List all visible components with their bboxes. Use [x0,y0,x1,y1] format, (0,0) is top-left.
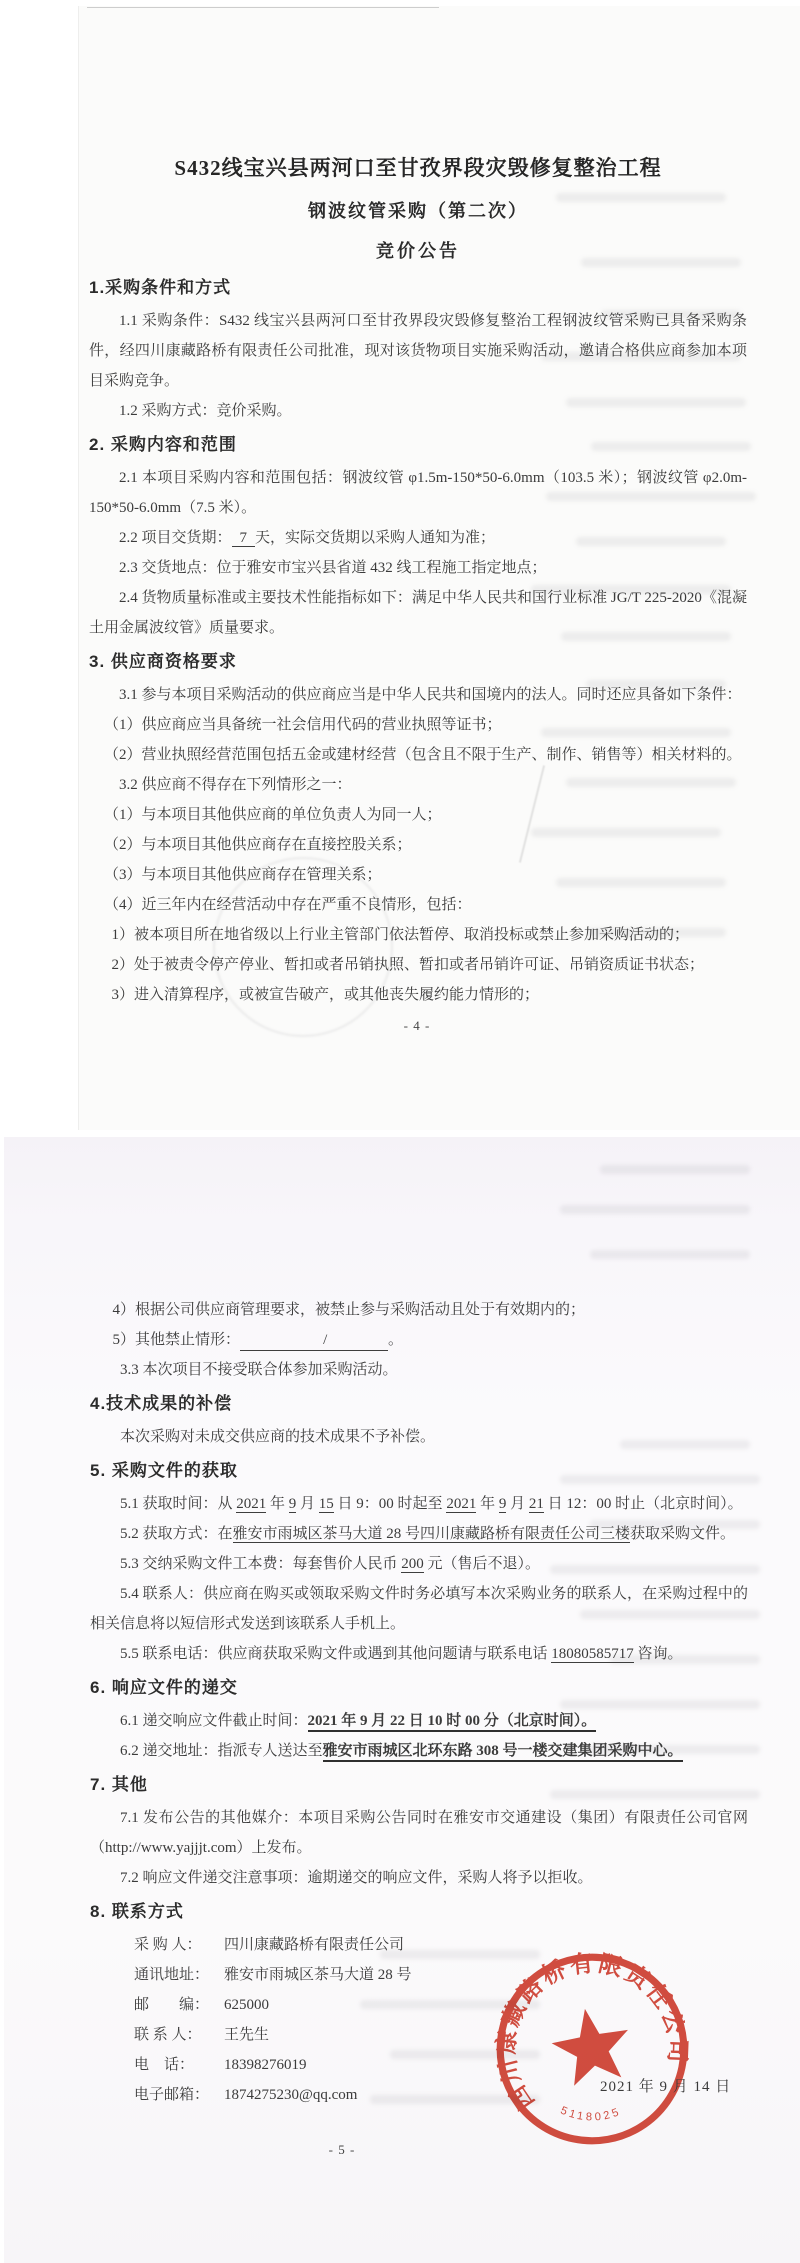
contact-phone-label: 电 话： [134,2057,195,2073]
clause-3-2: 3.2 供应商不得存在下列情形之一： [119,777,352,793]
clause-6-2 [90,1736,748,1766]
contact-email-value: 1874275230@qq.com [224,2087,358,2103]
clause-3-2-item-4: （4）近三年内在经营活动中存在严重不良情形，包括： [104,897,472,913]
svg-text:5118025 [557,2095,624,2130]
clause-4-1: 本次采购对未成交供应商的技术成果不予补偿。 [120,1429,436,1445]
clause-2-4: 2.4 货物质量标准或主要技术性能指标如下：满足中华人民共和国行业标准 JG/T 225-2020《混凝土用金属波纹管》质量要求。 [89,590,747,636]
page-4-content [89,154,747,1010]
clause-6-2-prefix: 6.2 递交地址：指派专人送达至 [120,1743,323,1759]
clause-3-2-item-1: （1）与本项目其他供应商的单位负责人为同一人； [104,807,442,823]
delivery-days-value: 7 [232,530,256,547]
clause-3-1: 3.1 参与本项目采购活动的供应商应当是中华人民共和国境内的法人。同时还应具备如下条件： [119,687,742,703]
contact-postcode-label: 邮 编： [134,1997,210,2013]
clause-5-1-text: 年 [476,1496,499,1512]
document-title-line-3: 竞价公告 [376,241,460,261]
clause-3-2-4-sub-1: 1）被本项目所在地省级以上行业主管部门依法暂停、取消投标或禁止参加采购活动的； [111,927,690,943]
section-7-heading: 7. 其他 [90,1775,148,1794]
clause-3-1-item-2: （2）营业执照经营范围包括五金或建材经营（包含且不限于生产、制作、销售等）相关材料的。 [104,747,742,763]
section-3-heading: 3. 供应商资格要求 [89,652,237,671]
document-title-line-1: S432线宝兴县两河口至甘孜界段灾毁修复整治工程 [174,156,662,180]
clause-2-1: 2.1 本项目采购内容和范围包括：钢波纹管 φ1.5m-150*50-6.0mm（103.5 米）；钢波纹管 φ2.0m-150*50-6.0mm（7.5 米）。 [89,470,747,516]
section-4-heading: 4.技术成果的补偿 [90,1394,233,1413]
clause-3-2-4-sub-5-suffix: 。 [388,1332,404,1348]
announcement-date: 2021 年 9 月 14 日 [600,2079,732,2095]
clause-2-2-prefix: 2.2 项目交货期： [119,530,232,546]
contact-phone-value: 18398276019 [224,2057,307,2073]
contact-purchaser-label: 采 购 人： [134,1937,202,1953]
section-6-heading: 6. 响应文件的递交 [90,1678,238,1697]
section-5-heading: 5. 采购文件的获取 [90,1461,238,1480]
clause-5-2-suffix: 获取采购文件。 [630,1526,736,1542]
contact-purchaser-value: 四川康藏路桥有限责任公司 [224,1937,405,1953]
obtain-start-year: 2021 [236,1496,267,1512]
clause-3-1-item-1: （1）供应商应当具备统一社会信用代码的营业执照等证书； [104,717,502,733]
obtain-end-month: 9 [498,1496,507,1512]
submission-deadline: 2021 年 9 月 22 日 10 时 00 分（北京时间）。 [308,1713,597,1732]
contact-postcode-value: 625000 [224,1997,269,2013]
clause-7-1: 7.1 发布公告的其他媒介：本项目采购公告同时在雅安市交通建设（集团）有限责任公司官网（http://www.yajjjt.com）上发布。 [90,1810,748,1856]
clause-2-2-suffix: 天，实际交货期以采购人通知为准； [255,530,496,546]
section-8-heading: 8. 联系方式 [90,1902,184,1921]
document-page-5 [4,1137,800,2263]
clause-2-2 [89,523,747,553]
clause-5-3-prefix: 5.3 交纳采购文件工本费：每套售价人民币 [120,1556,402,1572]
contact-address-label: 通讯地址： [134,1967,210,1983]
obtain-start-day: 15 [318,1496,334,1512]
obtain-start-month: 9 [288,1496,297,1512]
clause-5-5-suffix: 咨询。 [633,1646,683,1662]
page-number-5: - 5 - [328,2142,356,2157]
inquiry-phone-number: 18080585717 [551,1646,634,1662]
clause-1-2: 1.2 采购方式：竞价采购。 [119,403,292,419]
document-fee-value: 200 [401,1556,424,1572]
clause-3-2-4-sub-5-prefix: 5）其他禁止情形： [112,1332,241,1348]
clause-5-1-text: 日 12：00 时止（北京时间）。 [543,1496,743,1512]
other-prohibitions-blank: / [240,1332,388,1351]
page-edge-line [87,7,439,8]
bleedthrough-smudge [590,1250,750,1259]
submission-address: 雅安市雨城区北环东路 308 号一楼交建集团采购中心。 [323,1743,683,1762]
clause-1-1: 1.1 采购条件：S432 线宝兴县两河口至甘孜界段灾毁修复整治工程钢波纹管采购已具备采购条件，经四川康藏路桥有限责任公司批准，现对该货物项目实施采购活动，邀请合格供应商参加本项目采购竞争。 [89,313,747,389]
bleedthrough-smudge [560,1205,750,1214]
clause-5-1-prefix: 5.1 获取时间：从 [120,1496,237,1512]
clause-7-2: 7.2 响应文件递交注意事项：逾期递交的响应文件，采购人将予以拒收。 [120,1870,593,1886]
document-title-line-2: 钢波纹管采购（第二次） [308,201,528,221]
clause-2-3: 2.3 交货地点：位于雅安市宝兴县省道 432 线工程施工指定地点； [119,560,547,576]
page-number-4: - 4 - [403,1018,431,1033]
contact-person-value: 王先生 [224,2027,270,2043]
clause-5-2 [90,1519,748,1549]
obtain-end-day: 21 [528,1496,544,1512]
document-page-4 [78,6,800,1130]
clause-5-3 [90,1549,748,1579]
bleedthrough-smudge [600,1165,750,1174]
clause-5-3-suffix: 元（售后不退）。 [423,1556,541,1572]
contact-email-label: 电子邮箱： [134,2087,210,2103]
clause-3-2-4-sub-2: 2）处于被责令停产停业、暂扣或者吊销执照、暂扣或者吊销许可证、吊销资质证书状态； [111,957,705,973]
company-seal-stamp [474,1931,710,2167]
clause-5-1-text: 月 [506,1496,529,1512]
seal-code-number: 5118025 [558,2104,624,2124]
clause-6-1-prefix: 6.1 递交响应文件截止时间： [120,1713,308,1729]
clause-5-1-text: 年 [266,1496,289,1512]
contact-address-value: 雅安市雨城区茶马大道 28 号 [224,1967,412,1983]
clause-5-2-prefix: 5.2 获取方式：在 [120,1526,233,1542]
clause-3-2-item-3: （3）与本项目其他供应商存在管理关系； [104,867,382,883]
obtain-end-year: 2021 [446,1496,477,1512]
seal-company-name: 四川康藏路桥有限责任公司 [493,1950,690,2115]
clause-5-1-text: 月 [296,1496,319,1512]
clause-3-2-4-sub-5 [90,1325,748,1355]
clause-5-5-prefix: 5.5 联系电话：供应商获取采购文件或遇到其他问题请与联系电话 [120,1646,552,1662]
clause-5-4: 5.4 联系人：供应商在购买或领取采购文件时务必填写本次采购业务的联系人，在采购过程中的相关信息将以短信形式发送到该联系人手机上。 [90,1586,748,1632]
clause-3-2-item-2: （2）与本项目其他供应商存在直接控股关系； [104,837,412,853]
clause-5-1 [90,1489,748,1519]
section-2-heading: 2. 采购内容和范围 [89,435,237,454]
clause-5-1-text: 日 9：00 时起至 [333,1496,447,1512]
contact-person-label: 联 系 人： [134,2027,202,2043]
clause-5-5 [90,1639,748,1669]
clause-3-3: 3.3 本次项目不接受联合体参加采购活动。 [120,1362,398,1378]
clause-3-2-4-sub-3: 3）进入清算程序，或被宣告破产，或其他丧失履约能力情形的； [111,987,540,1003]
section-1-heading: 1.采购条件和方式 [89,278,232,297]
obtain-location: 雅安市雨城区茶马大道 28 号四川康藏路桥有限责任公司三楼 [232,1526,631,1542]
clause-3-2-4-sub-4: 4）根据公司供应商管理要求，被禁止参与采购活动且处于有效期内的； [112,1302,586,1318]
clause-6-1 [90,1706,748,1736]
